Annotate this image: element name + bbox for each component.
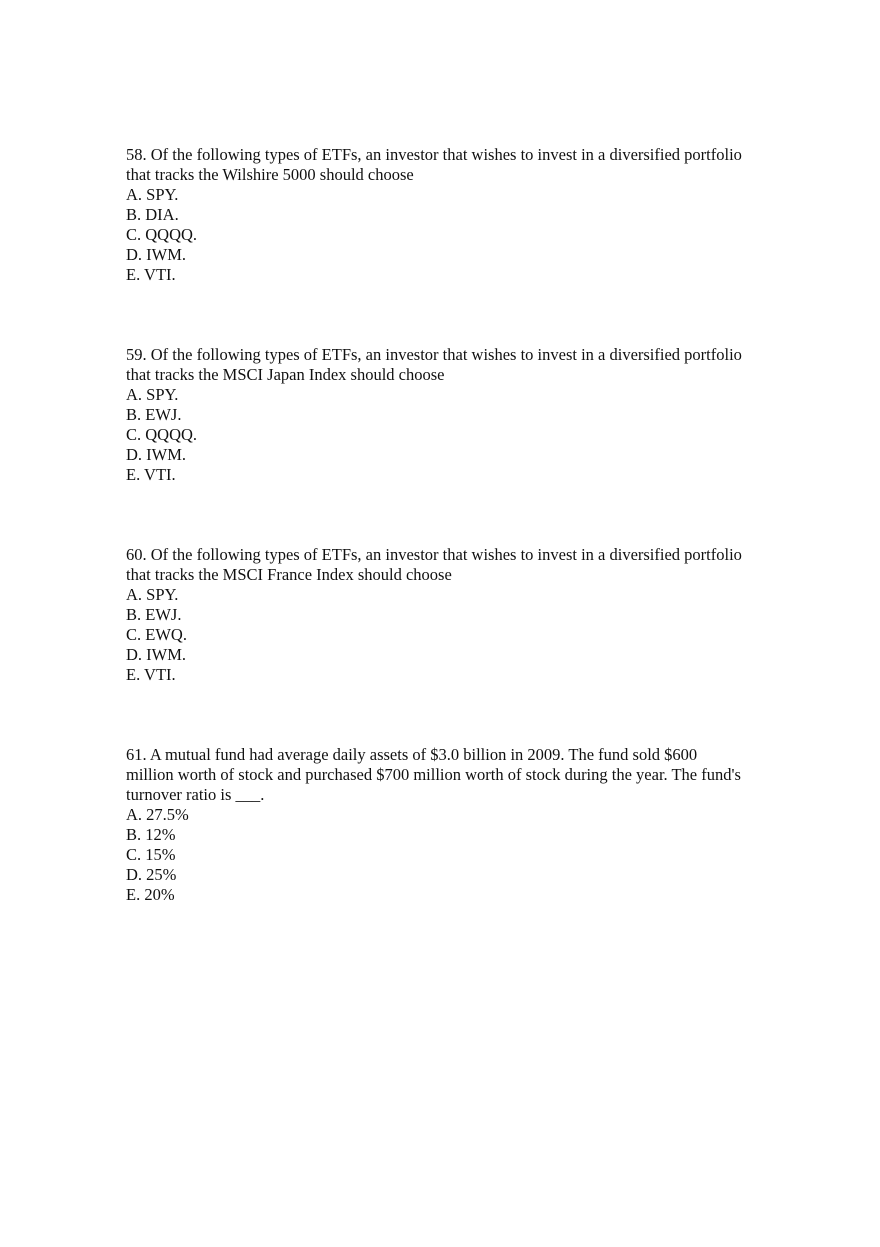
answer-option-c: C. QQQQ. <box>126 425 198 444</box>
question-stem-line: 58. Of the following types of ETFs, an investor that wishes to invest in a diversified portfolio <box>126 145 742 164</box>
question-stem-line: 60. Of the following types of ETFs, an investor that wishes to invest in a diversified portfolio <box>126 545 742 564</box>
question-60 <box>126 545 786 685</box>
question-61 <box>126 745 786 905</box>
answer-option-e: E. 20% <box>126 885 175 904</box>
question-stem-line: 59. Of the following types of ETFs, an investor that wishes to invest in a diversified portfolio <box>126 345 742 364</box>
question-stem-line: turnover ratio is ___. <box>126 785 265 804</box>
answer-option-a: A. SPY. <box>126 185 179 204</box>
question-59 <box>126 345 786 485</box>
answer-options <box>126 585 786 685</box>
question-stem-line: that tracks the MSCI France Index should choose <box>126 565 452 584</box>
answer-option-d: D. 25% <box>126 865 177 884</box>
answer-option-d: D. IWM. <box>126 445 187 464</box>
answer-options <box>126 385 786 485</box>
answer-option-c: C. 15% <box>126 845 176 864</box>
answer-options <box>126 185 786 285</box>
answer-option-c: C. EWQ. <box>126 625 187 644</box>
answer-option-c: C. QQQQ. <box>126 225 198 244</box>
question-stem-line: that tracks the MSCI Japan Index should choose <box>126 365 445 384</box>
answer-option-a: A. SPY. <box>126 385 179 404</box>
answer-option-e: E. VTI. <box>126 265 176 284</box>
answer-option-d: D. IWM. <box>126 645 187 664</box>
answer-option-a: A. 27.5% <box>126 805 189 824</box>
answer-options <box>126 805 786 905</box>
answer-option-d: D. IWM. <box>126 245 187 264</box>
answer-option-e: E. VTI. <box>126 665 176 684</box>
question-58 <box>126 145 786 285</box>
answer-option-b: B. DIA. <box>126 205 179 224</box>
question-stem-line: that tracks the Wilshire 5000 should choose <box>126 165 414 184</box>
question-stem-line: million worth of stock and purchased $700 million worth of stock during the year. The fund's <box>126 765 741 784</box>
answer-option-b: B. EWJ. <box>126 605 182 624</box>
answer-option-b: B. EWJ. <box>126 405 182 424</box>
answer-option-b: B. 12% <box>126 825 176 844</box>
question-stem-line: 61. A mutual fund had average daily assets of $3.0 billion in 2009. The fund sold $600 <box>126 745 698 764</box>
answer-option-a: A. SPY. <box>126 585 179 604</box>
answer-option-e: E. VTI. <box>126 465 176 484</box>
